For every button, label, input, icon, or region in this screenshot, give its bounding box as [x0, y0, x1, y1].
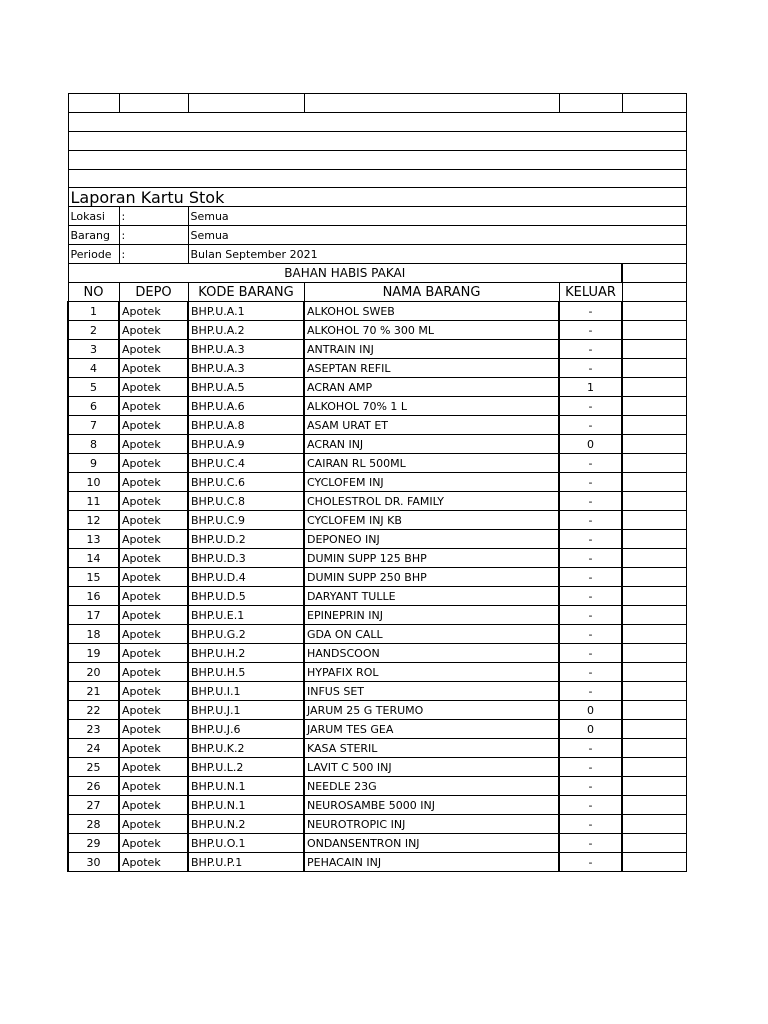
- row-depo: Apotek: [119, 739, 188, 758]
- row-depo: Apotek: [119, 549, 188, 568]
- row-keluar: -: [559, 758, 622, 777]
- row-depo: Apotek: [119, 492, 188, 511]
- row-keluar: -: [559, 530, 622, 549]
- table-row: [68, 625, 686, 644]
- table-row: [68, 739, 686, 758]
- row-kode-barang: BHP.U.J.1: [188, 701, 304, 720]
- row-keluar: 1: [559, 378, 622, 397]
- row-kode-barang: BHP.U.D.2: [188, 530, 304, 549]
- row-kode-barang: BHP.U.C.9: [188, 511, 304, 530]
- row-keluar: -: [559, 302, 622, 321]
- table-row: [68, 530, 686, 549]
- row-kode-barang: BHP.U.J.6: [188, 720, 304, 739]
- row-kode-barang: BHP.U.E.1: [188, 606, 304, 625]
- row-kode-barang: BHP.U.K.2: [188, 739, 304, 758]
- row-kode-barang: BHP.U.N.2: [188, 815, 304, 834]
- row-kode-barang: BHP.U.H.5: [188, 663, 304, 682]
- row-depo: Apotek: [119, 758, 188, 777]
- table-row: [68, 644, 686, 663]
- row-kode-barang: BHP.U.D.4: [188, 568, 304, 587]
- row-kode-barang: BHP.U.L.2: [188, 758, 304, 777]
- row-keluar: -: [559, 625, 622, 644]
- row-nama-barang: JARUM 25 G TERUMO: [304, 701, 559, 720]
- row-kode-barang: BHP.U.A.2: [188, 321, 304, 340]
- row-depo: Apotek: [119, 321, 188, 340]
- row-nama-barang: ASEPTAN REFIL: [304, 359, 559, 378]
- row-keluar: -: [559, 834, 622, 853]
- row-kode-barang: BHP.U.A.9: [188, 435, 304, 454]
- col-header-no: NO: [68, 283, 119, 302]
- row-no: 4: [68, 359, 119, 378]
- row-kode-barang: BHP.U.C.6: [188, 473, 304, 492]
- row-keluar: -: [559, 492, 622, 511]
- row-nama-barang: NEUROTROPIC INJ: [304, 815, 559, 834]
- table-row: [68, 834, 686, 853]
- table-row: [68, 378, 686, 397]
- table-row: [68, 682, 686, 701]
- row-keluar: -: [559, 606, 622, 625]
- row-depo: Apotek: [119, 701, 188, 720]
- table-row: [68, 511, 686, 530]
- blank-row: [68, 94, 686, 113]
- row-depo: Apotek: [119, 587, 188, 606]
- meta-sep: :: [119, 207, 188, 226]
- row-kode-barang: BHP.U.O.1: [188, 834, 304, 853]
- row-nama-barang: DARYANT TULLE: [304, 587, 559, 606]
- row-depo: Apotek: [119, 663, 188, 682]
- row-no: 9: [68, 454, 119, 473]
- row-nama-barang: LAVIT C 500 INJ: [304, 758, 559, 777]
- row-nama-barang: ACRAN INJ: [304, 435, 559, 454]
- row-no: 17: [68, 606, 119, 625]
- table-row: [68, 853, 686, 872]
- table-row: [68, 416, 686, 435]
- row-nama-barang: ANTRAIN INJ: [304, 340, 559, 359]
- row-no: 5: [68, 378, 119, 397]
- row-depo: Apotek: [119, 359, 188, 378]
- row-depo: Apotek: [119, 302, 188, 321]
- row-kode-barang: BHP.U.G.2: [188, 625, 304, 644]
- blank-row: [68, 132, 686, 151]
- meta-row-periode: [68, 245, 686, 264]
- row-no: 24: [68, 739, 119, 758]
- meta-row-lokasi: [68, 207, 686, 226]
- meta-label: Lokasi: [68, 207, 119, 226]
- row-keluar: 0: [559, 701, 622, 720]
- meta-row-barang: [68, 226, 686, 245]
- table-row: [68, 568, 686, 587]
- row-depo: Apotek: [119, 682, 188, 701]
- table-row: [68, 701, 686, 720]
- row-nama-barang: HANDSCOON: [304, 644, 559, 663]
- row-depo: Apotek: [119, 644, 188, 663]
- row-kode-barang: BHP.U.H.2: [188, 644, 304, 663]
- row-keluar: -: [559, 682, 622, 701]
- row-nama-barang: CYCLOFEM INJ: [304, 473, 559, 492]
- row-kode-barang: BHP.U.C.4: [188, 454, 304, 473]
- table-row: [68, 720, 686, 739]
- row-depo: Apotek: [119, 625, 188, 644]
- col-header-nama-barang: NAMA BARANG: [304, 283, 559, 302]
- table-row: [68, 796, 686, 815]
- row-depo: Apotek: [119, 777, 188, 796]
- row-nama-barang: ALKOHOL 70% 1 L: [304, 397, 559, 416]
- row-no: 14: [68, 549, 119, 568]
- meta-value: Semua: [188, 207, 686, 226]
- row-nama-barang: INFUS SET: [304, 682, 559, 701]
- row-depo: Apotek: [119, 340, 188, 359]
- row-no: 3: [68, 340, 119, 359]
- row-depo: Apotek: [119, 511, 188, 530]
- row-no: 1: [68, 302, 119, 321]
- row-nama-barang: HYPAFIX ROL: [304, 663, 559, 682]
- row-no: 29: [68, 834, 119, 853]
- table-row: [68, 549, 686, 568]
- row-no: 22: [68, 701, 119, 720]
- row-keluar: -: [559, 739, 622, 758]
- row-keluar: 0: [559, 435, 622, 454]
- row-depo: Apotek: [119, 834, 188, 853]
- row-depo: Apotek: [119, 796, 188, 815]
- row-no: 21: [68, 682, 119, 701]
- row-keluar: -: [559, 644, 622, 663]
- table-row: [68, 777, 686, 796]
- row-kode-barang: BHP.U.N.1: [188, 777, 304, 796]
- row-kode-barang: BHP.U.D.3: [188, 549, 304, 568]
- meta-value: Semua: [188, 226, 686, 245]
- row-no: 2: [68, 321, 119, 340]
- row-depo: Apotek: [119, 606, 188, 625]
- row-kode-barang: BHP.U.A.8: [188, 416, 304, 435]
- row-no: 30: [68, 853, 119, 872]
- row-depo: Apotek: [119, 530, 188, 549]
- row-nama-barang: KASA STERIL: [304, 739, 559, 758]
- row-no: 11: [68, 492, 119, 511]
- meta-value: Bulan September 2021: [188, 245, 686, 264]
- row-keluar: -: [559, 568, 622, 587]
- table-row: [68, 359, 686, 378]
- row-nama-barang: CHOLESTROL DR. FAMILY: [304, 492, 559, 511]
- row-no: 16: [68, 587, 119, 606]
- row-nama-barang: ALKOHOL SWEB: [304, 302, 559, 321]
- row-keluar: -: [559, 511, 622, 530]
- row-keluar: -: [559, 454, 622, 473]
- row-nama-barang: CYCLOFEM INJ KB: [304, 511, 559, 530]
- blank-row: [68, 170, 686, 188]
- row-kode-barang: BHP.U.A.3: [188, 359, 304, 378]
- meta-sep: :: [119, 245, 188, 264]
- table-row: [68, 492, 686, 511]
- row-depo: Apotek: [119, 378, 188, 397]
- table-row: [68, 321, 686, 340]
- row-nama-barang: GDA ON CALL: [304, 625, 559, 644]
- row-nama-barang: ALKOHOL 70 % 300 ML: [304, 321, 559, 340]
- row-nama-barang: EPINEPRIN INJ: [304, 606, 559, 625]
- row-no: 18: [68, 625, 119, 644]
- row-depo: Apotek: [119, 815, 188, 834]
- table-row: [68, 473, 686, 492]
- report-title-row: [68, 188, 686, 207]
- row-keluar: -: [559, 549, 622, 568]
- row-kode-barang: BHP.U.A.3: [188, 340, 304, 359]
- row-no: 26: [68, 777, 119, 796]
- meta-label: Barang: [68, 226, 119, 245]
- meta-sep: :: [119, 226, 188, 245]
- row-no: 28: [68, 815, 119, 834]
- row-no: 23: [68, 720, 119, 739]
- row-keluar: -: [559, 397, 622, 416]
- row-kode-barang: BHP.U.A.6: [188, 397, 304, 416]
- table-row: [68, 758, 686, 777]
- row-nama-barang: DEPONEO INJ: [304, 530, 559, 549]
- row-nama-barang: ONDANSENTRON INJ: [304, 834, 559, 853]
- row-nama-barang: ASAM URAT ET: [304, 416, 559, 435]
- group-title-row: [68, 264, 686, 283]
- row-keluar: -: [559, 663, 622, 682]
- table-row: [68, 606, 686, 625]
- row-no: 10: [68, 473, 119, 492]
- row-depo: Apotek: [119, 853, 188, 872]
- row-keluar: -: [559, 359, 622, 378]
- row-keluar: -: [559, 473, 622, 492]
- row-depo: Apotek: [119, 454, 188, 473]
- row-keluar: 0: [559, 720, 622, 739]
- blank-row: [68, 113, 686, 132]
- row-no: 19: [68, 644, 119, 663]
- col-header-depo: DEPO: [119, 283, 188, 302]
- row-keluar: -: [559, 587, 622, 606]
- column-header-row: [68, 283, 686, 302]
- row-no: 20: [68, 663, 119, 682]
- row-kode-barang: BHP.U.A.5: [188, 378, 304, 397]
- row-kode-barang: BHP.U.I.1: [188, 682, 304, 701]
- table-row: [68, 663, 686, 682]
- row-kode-barang: BHP.U.N.1: [188, 796, 304, 815]
- row-nama-barang: JARUM TES GEA: [304, 720, 559, 739]
- row-depo: Apotek: [119, 416, 188, 435]
- row-kode-barang: BHP.U.D.5: [188, 587, 304, 606]
- row-kode-barang: BHP.U.C.8: [188, 492, 304, 511]
- table-row: [68, 587, 686, 606]
- row-no: 25: [68, 758, 119, 777]
- group-title: BAHAN HABIS PAKAI: [68, 264, 622, 283]
- row-no: 8: [68, 435, 119, 454]
- blank-row: [68, 151, 686, 170]
- row-no: 12: [68, 511, 119, 530]
- row-nama-barang: NEUROSAMBE 5000 INJ: [304, 796, 559, 815]
- row-no: 6: [68, 397, 119, 416]
- row-keluar: -: [559, 321, 622, 340]
- row-keluar: -: [559, 853, 622, 872]
- row-depo: Apotek: [119, 720, 188, 739]
- stock-card-sheet: [67, 93, 687, 872]
- row-depo: Apotek: [119, 473, 188, 492]
- table-row: [68, 340, 686, 359]
- row-kode-barang: BHP.U.A.1: [188, 302, 304, 321]
- table-row: [68, 397, 686, 416]
- row-no: 13: [68, 530, 119, 549]
- row-depo: Apotek: [119, 568, 188, 587]
- row-no: 15: [68, 568, 119, 587]
- row-no: 7: [68, 416, 119, 435]
- row-keluar: -: [559, 796, 622, 815]
- col-header-kode-barang: KODE BARANG: [188, 283, 304, 302]
- row-keluar: -: [559, 777, 622, 796]
- row-nama-barang: NEEDLE 23G: [304, 777, 559, 796]
- row-nama-barang: ACRAN AMP: [304, 378, 559, 397]
- row-nama-barang: CAIRAN RL 500ML: [304, 454, 559, 473]
- row-keluar: -: [559, 815, 622, 834]
- col-header-keluar: KELUAR: [559, 283, 622, 302]
- row-depo: Apotek: [119, 397, 188, 416]
- meta-label: Periode: [68, 245, 119, 264]
- row-nama-barang: DUMIN SUPP 250 BHP: [304, 568, 559, 587]
- row-depo: Apotek: [119, 435, 188, 454]
- table-row: [68, 302, 686, 321]
- row-keluar: -: [559, 340, 622, 359]
- table-row: [68, 435, 686, 454]
- report-title: Laporan Kartu Stok: [68, 188, 686, 207]
- row-nama-barang: PEHACAIN INJ: [304, 853, 559, 872]
- row-nama-barang: DUMIN SUPP 125 BHP: [304, 549, 559, 568]
- row-no: 27: [68, 796, 119, 815]
- table-row: [68, 454, 686, 473]
- row-keluar: -: [559, 416, 622, 435]
- table-row: [68, 815, 686, 834]
- row-kode-barang: BHP.U.P.1: [188, 853, 304, 872]
